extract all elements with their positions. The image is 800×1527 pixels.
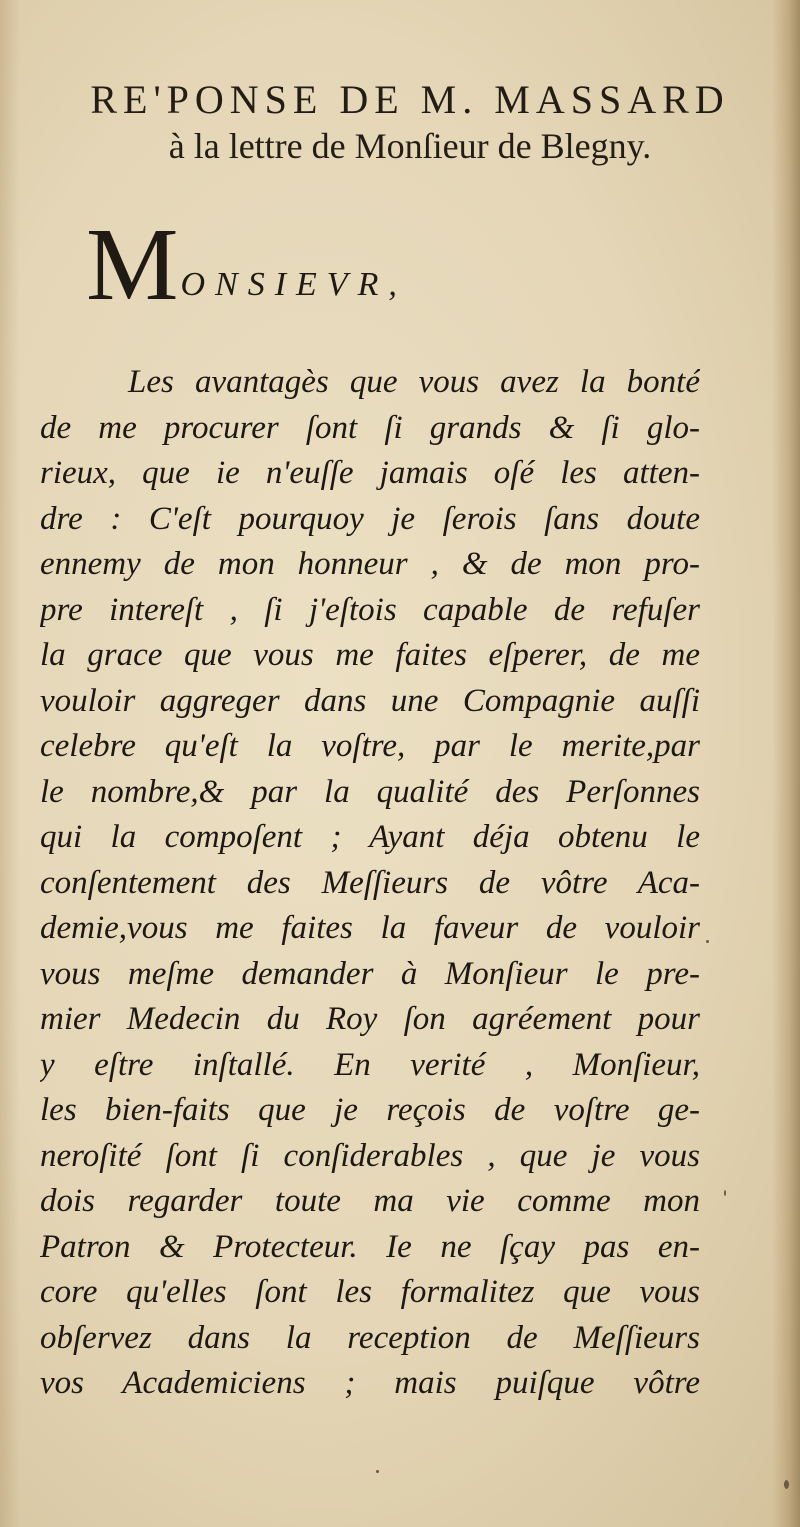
text-line: celebre qu'eſt la voſtre, par le merite,par xyxy=(40,728,700,764)
text-line: obſervez dans la reception de Meſſieurs xyxy=(40,1319,700,1356)
text-line: de me procurer ſont ſi grands & ſi glo- xyxy=(40,409,700,446)
paper-speck xyxy=(724,1190,726,1196)
text-line: la grace que vous me faites eſperer, de me xyxy=(40,637,700,673)
heading-subtitle: à la lettre de Monſieur de Blegny. xyxy=(168,126,652,166)
salutation xyxy=(86,207,407,322)
text-line: neroſité ſont ſi conſiderables , que je vous xyxy=(40,1137,700,1174)
letter-body xyxy=(40,360,700,1407)
page-heading xyxy=(60,78,760,168)
text-line: le nombre,& par la qualité des Perſonnes xyxy=(40,773,700,810)
text-line: ennemy de mon honneur , & de mon pro- xyxy=(40,546,700,582)
heading-title: RE'PONSE DE M. MASSARD xyxy=(90,77,730,122)
text-line: les bien-faits que je reçois de voſtre ge- xyxy=(40,1092,700,1128)
page-edge-shadow xyxy=(772,0,800,1527)
text-line: mier Medecin du Roy ſon agréement pour xyxy=(40,1001,700,1037)
text-line: y eſtre inſtallé. En verité , Monſieur, xyxy=(40,1046,700,1083)
text-line: conſentement des Meſſieurs de vôtre Aca- xyxy=(40,864,700,901)
page-gutter-shadow xyxy=(0,0,20,1527)
text-line: vos Academiciens ; mais puiſque vôtre xyxy=(40,1365,700,1401)
text-line: Les avantagès que vous avez la bonté xyxy=(128,364,700,400)
text-line: vous meſme demander à Monſieur le pre- xyxy=(40,955,700,992)
text-line: core qu'elles ſont les formalitez que vous xyxy=(40,1274,700,1310)
paper-speck xyxy=(784,1480,789,1489)
text-line: rieux, que ie n'euſſe jamais oſé les atten- xyxy=(40,455,700,491)
text-line: dre : C'eſt pourquoy je ſerois ſans doute xyxy=(40,500,700,537)
text-line: demie,vous me faites la faveur de vouloir xyxy=(40,910,700,946)
text-line: dois regarder toute ma vie comme mon xyxy=(40,1183,700,1219)
text-line: Patron & Protecteur. Ie ne ſçay pas en- xyxy=(40,1228,700,1265)
drop-cap: M xyxy=(86,207,179,322)
text-line: vouloir aggreger dans une Compagnie auſſi xyxy=(40,682,700,719)
text-line: qui la compoſent ; Ayant déja obtenu le xyxy=(40,819,700,855)
salutation-rest: ONSIEVR, xyxy=(180,266,407,303)
text-line: pre intereſt , ſi j'eſtois capable de refuſer xyxy=(40,591,700,628)
paper-speck xyxy=(706,940,709,943)
paper-speck xyxy=(376,1470,379,1473)
